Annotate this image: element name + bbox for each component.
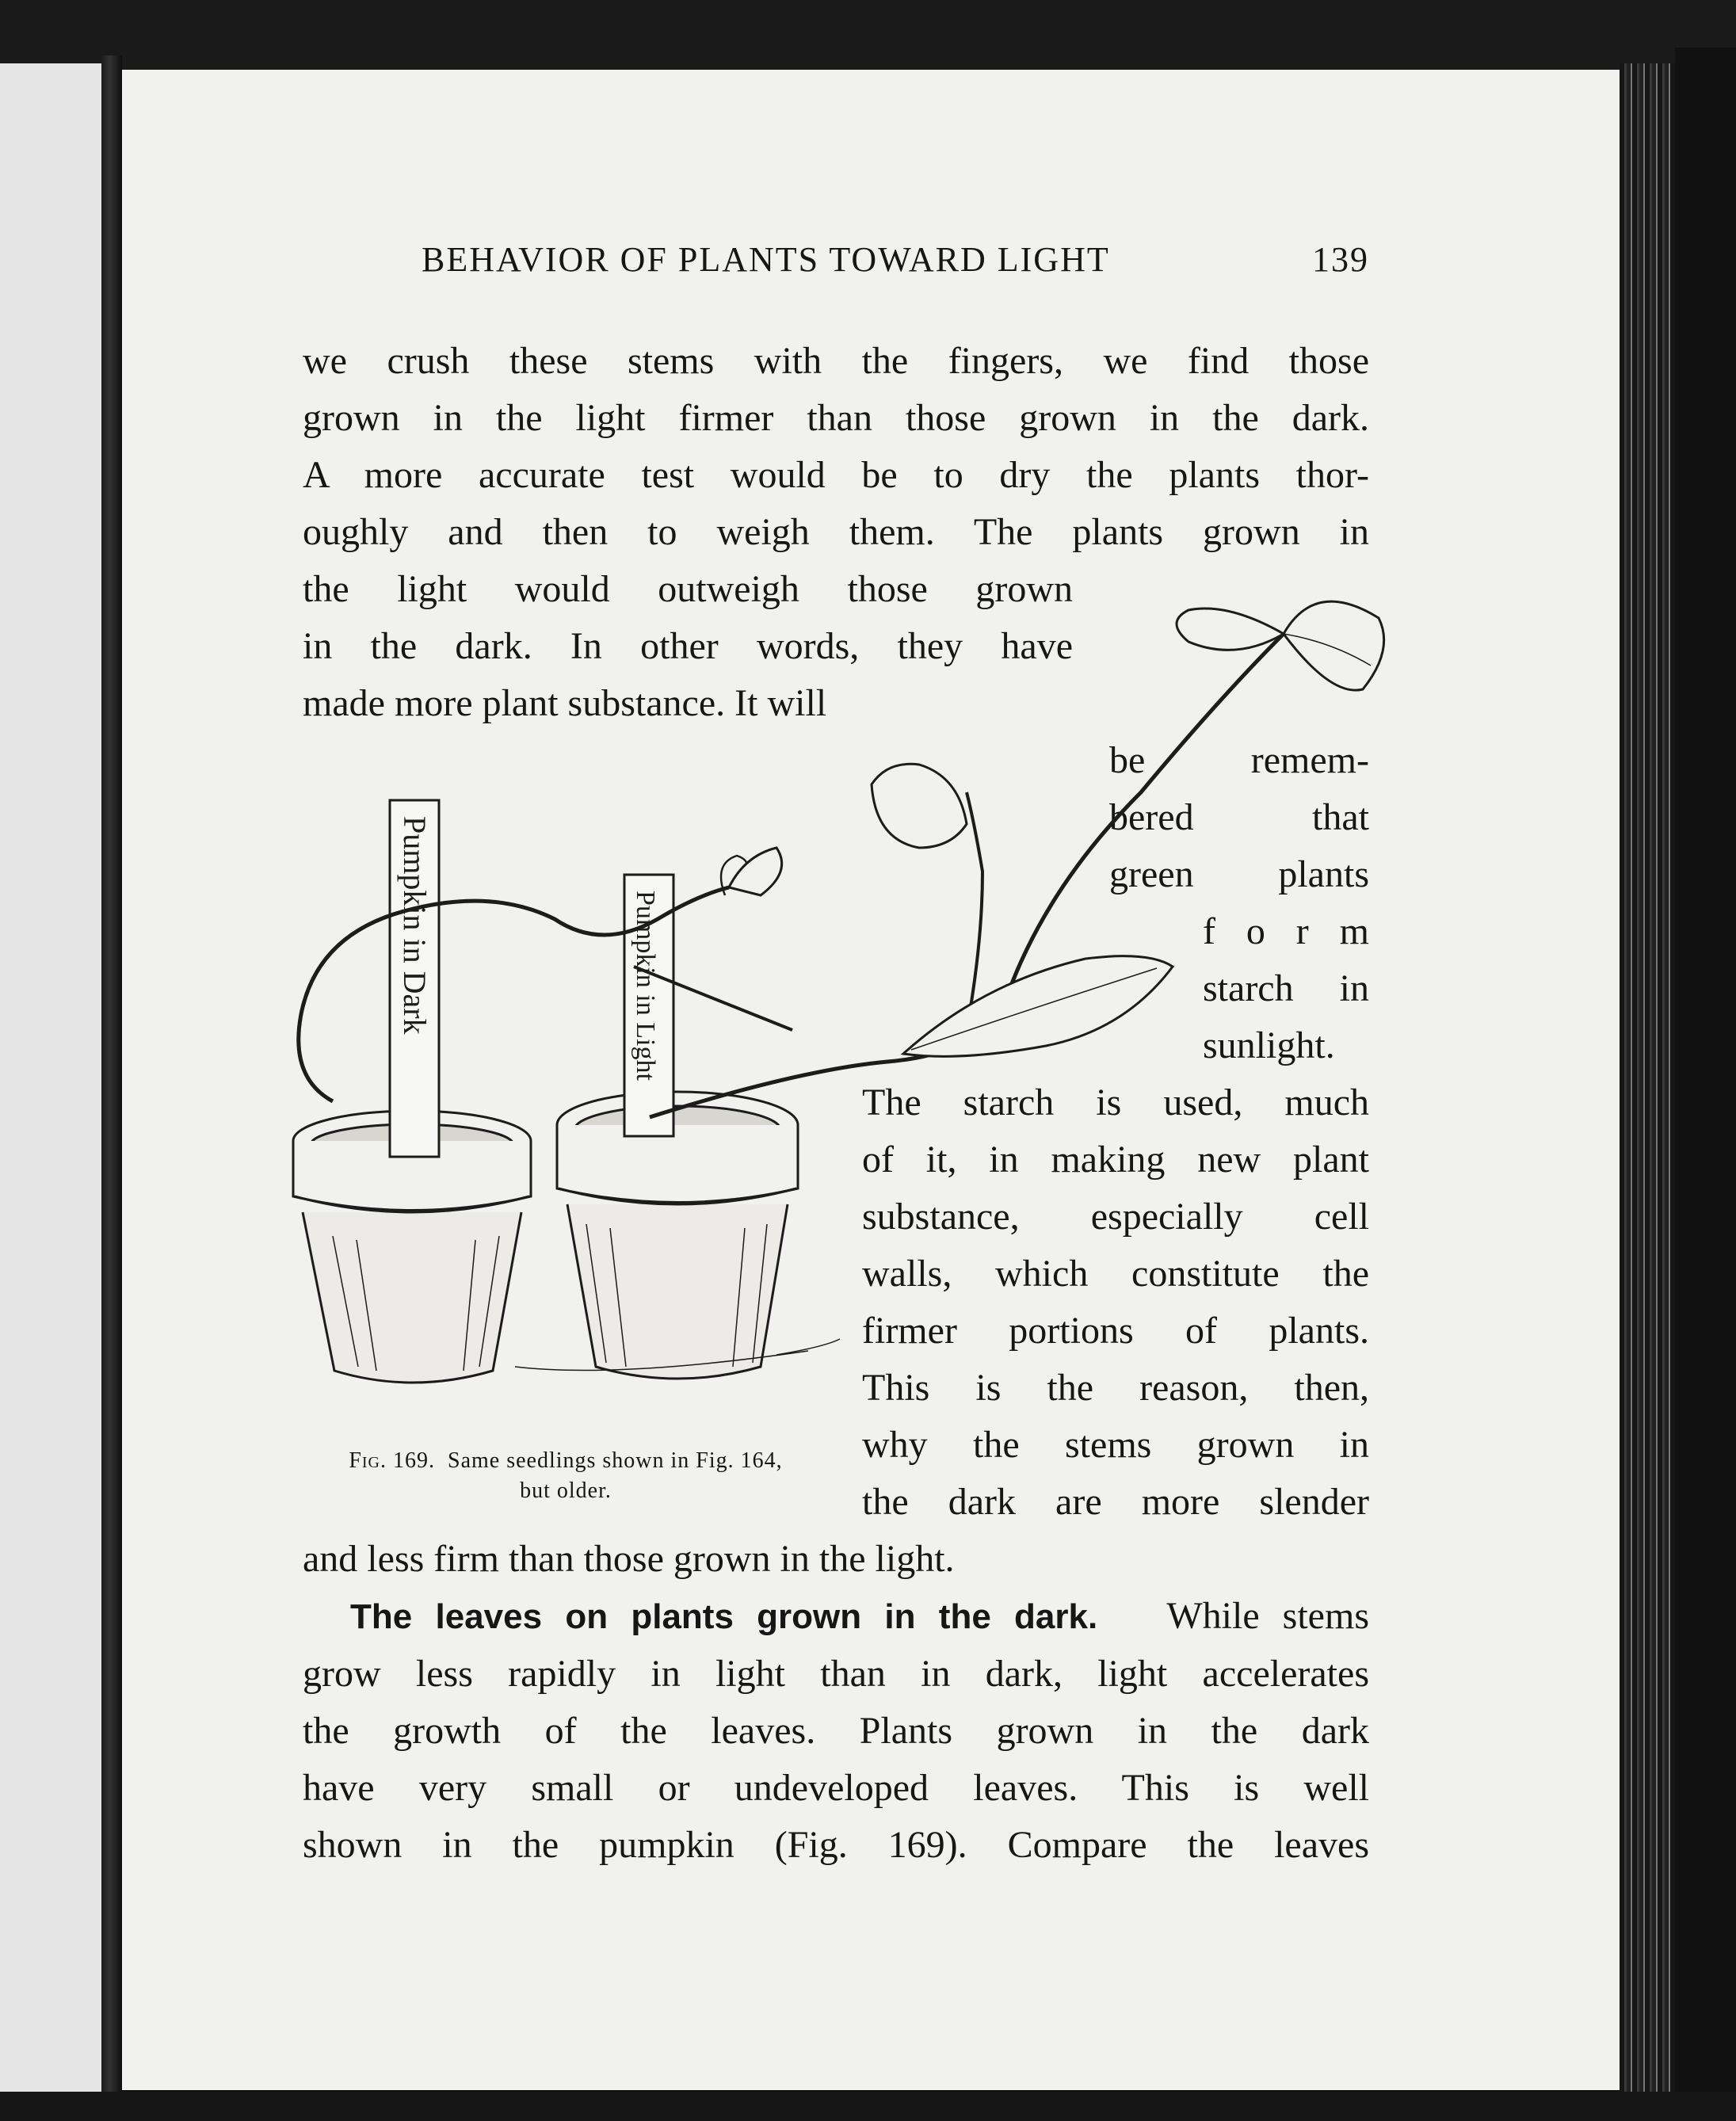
text-line: bered that <box>1109 796 1369 838</box>
paragraph-end <box>303 1531 1369 1588</box>
text-line: be remem- <box>1109 739 1369 781</box>
text-line: A more accurate test would be to dry the plants thor- <box>303 454 1369 496</box>
scan-border-top <box>0 0 1736 71</box>
text-line: firmer portions of plants. <box>862 1310 1369 1352</box>
text-line: the dark are more slender <box>862 1481 1369 1523</box>
text-line: and less firm than those grown in the light. <box>303 1538 955 1580</box>
pot-light <box>557 1092 798 1379</box>
figure-caption <box>288 1446 843 1506</box>
text-line: shown in the pumpkin (Fig. 169). Compare the leaves <box>303 1824 1369 1866</box>
text-line: oughly and then to weigh them. The plants grown in <box>303 511 1369 553</box>
text-line: walls, which constitute the <box>862 1253 1369 1295</box>
text-line: substance, especially cell <box>862 1196 1369 1238</box>
text-line: grow less rapidly in light than in dark, light accelerates <box>303 1653 1369 1695</box>
text-line: f o r m <box>1203 910 1369 952</box>
stake-label-dark: Pumpkin in Dark <box>397 816 433 1035</box>
running-title: BEHAVIOR OF PLANTS TOWARD LIGHT <box>422 240 1110 279</box>
section-heading: The leaves on plants grown in the dark. <box>350 1597 1098 1636</box>
page-number: 139 <box>1312 240 1369 279</box>
text-line: the growth of the leaves. Plants grown in the dark <box>303 1710 1369 1752</box>
text-line: the light would outweigh those grown <box>303 568 1073 610</box>
caption-line-2: but older. <box>520 1478 612 1503</box>
text-line: sunlight. <box>1203 1024 1335 1066</box>
text-line: The starch is used, much <box>862 1081 1369 1123</box>
text-line: grown in the light firmer than those grown in the dark. <box>303 397 1369 439</box>
paragraph-leaves <box>303 1588 1369 1874</box>
text-line <box>303 1588 1369 1646</box>
text-line: made more plant substance. It will <box>303 682 827 724</box>
text-line: This is the reason, then, <box>862 1367 1369 1409</box>
page-stack-edge <box>1620 63 1675 2096</box>
text-line: have very small or undeveloped leaves. This is well <box>303 1767 1369 1809</box>
figure-number: Fig. 169. <box>349 1448 435 1473</box>
scan-border-right <box>1675 48 1736 2121</box>
paragraph-top <box>303 333 1369 561</box>
text-line: we crush these stems with the fingers, we find those <box>303 340 1369 382</box>
caption-line-1: Same seedlings shown in Fig. 164, <box>448 1448 783 1473</box>
facing-page-edge <box>0 63 105 2092</box>
scan-border-bottom <box>0 2092 1736 2121</box>
book-gutter <box>101 55 122 2100</box>
running-header <box>422 239 1369 288</box>
stake-label-light: Pumpkin in Light <box>631 891 660 1081</box>
text-fragment: While stems <box>1166 1595 1369 1637</box>
text-line: starch in <box>1203 967 1369 1009</box>
seedlings-illustration <box>285 586 1387 1418</box>
text-line: of it, in making new plant <box>862 1139 1369 1181</box>
text-line: in the dark. In other words, they have <box>303 625 1073 667</box>
text-line: why the stems grown in <box>862 1424 1369 1466</box>
text-line: green plants <box>1109 853 1369 895</box>
